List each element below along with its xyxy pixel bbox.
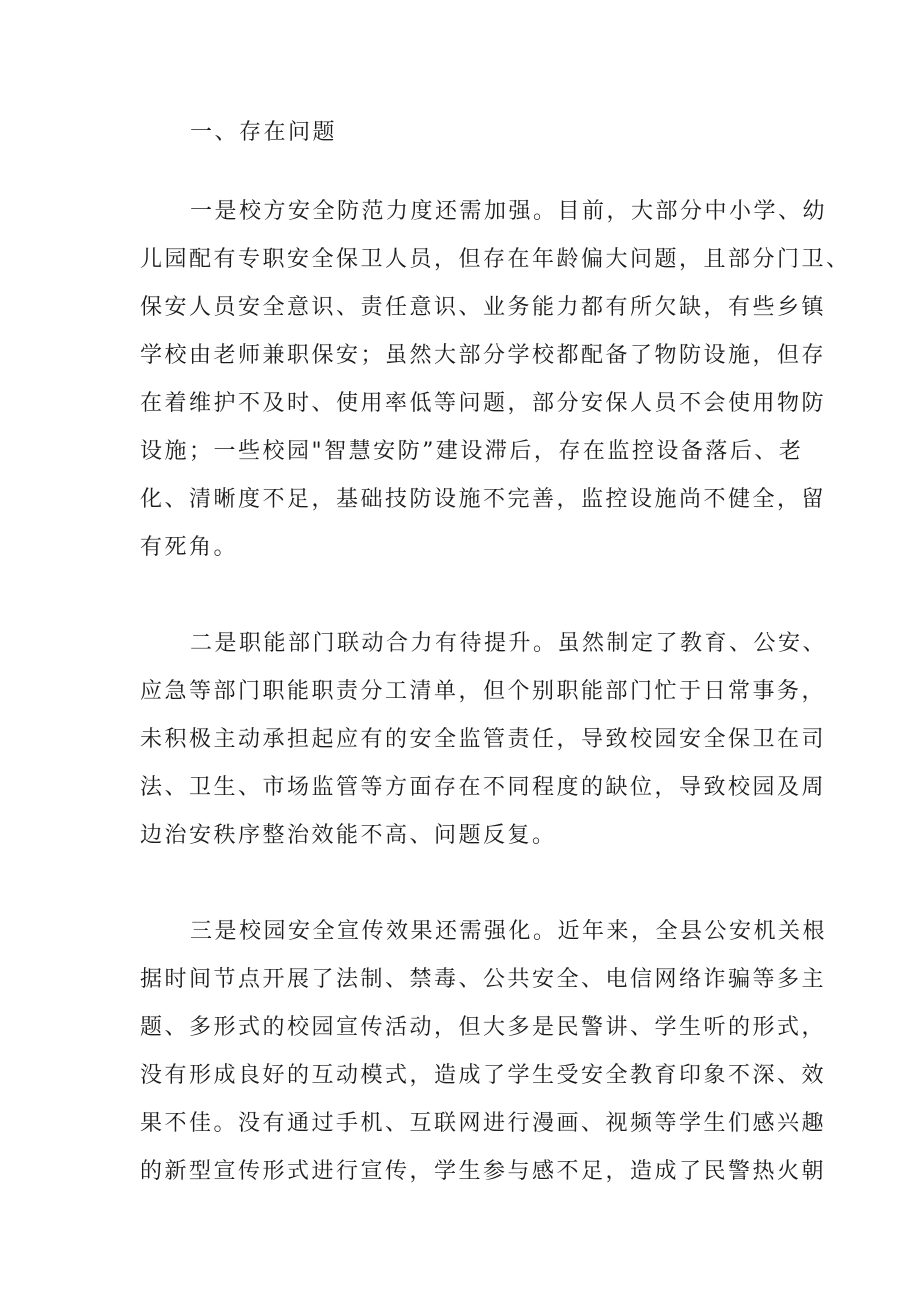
paragraph-line: 化、清晰度不足，基础技防设施不完善，监控设施尚不健全，留: [140, 487, 827, 512]
paragraph-line: 二是职能部门联动合力有待提升。虽然制定了教育、公安、: [190, 631, 828, 656]
paragraph-line: 保安人员安全意识、责任意识、业务能力都有所欠缺，有些乡镇: [140, 295, 827, 320]
paragraph-line: 据时间节点开展了法制、禁毒、公共安全、电信网络诈骗等多主: [140, 967, 827, 992]
paragraph-line: 三是校园安全宣传效果还需强化。近年来，全县公安机关根: [190, 919, 828, 944]
paragraph-department-coordination: [140, 620, 828, 860]
paragraph-line: 在着维护不及时、使用率低等问题，部分安保人员不会使用物防: [140, 391, 827, 416]
section-heading: 一、存在问题: [190, 120, 338, 145]
paragraph-line: 儿园配有专职安全保卫人员，但存在年龄偏大问题，且部分门卫、: [140, 247, 851, 272]
paragraph-line: 设施；一些校园"智慧安防”建设滞后，存在监控设备落后、老: [140, 439, 804, 464]
paragraph-line: 果不佳。没有通过手机、互联网进行漫画、视频等学生们感兴趣: [140, 1111, 827, 1136]
paragraph-line: 有死角。: [140, 535, 239, 560]
paragraph-line: 边治安秩序整治效能不高、问题反复。: [140, 823, 557, 848]
paragraph-line: 的新型宣传形式进行宣传，学生参与感不足，造成了民警热火朝: [140, 1159, 827, 1184]
paragraph-school-security: [140, 188, 851, 572]
paragraph-line: 法、卫生、市场监管等方面存在不同程度的缺位，导致校园及周: [140, 775, 827, 800]
paragraph-line: 没有形成良好的互动模式，造成了学生受安全教育印象不深、效: [140, 1063, 827, 1088]
paragraph-line: 应急等部门职能职责分工清单，但个别职能部门忙于日常事务，: [140, 679, 827, 704]
paragraph-line: 学校由老师兼职保安；虽然大部分学校都配备了物防设施，但存: [140, 343, 827, 368]
paragraph-line: 题、多形式的校园宣传活动，但大多是民警讲、学生听的形式，: [140, 1015, 827, 1040]
paragraph-line: 一是校方安全防范力度还需加强。目前，大部分中小学、幼: [190, 199, 828, 224]
paragraph-safety-publicity: [140, 908, 828, 1196]
paragraph-line: 未积极主动承担起应有的安全监管责任，导致校园安全保卫在司: [140, 727, 827, 752]
